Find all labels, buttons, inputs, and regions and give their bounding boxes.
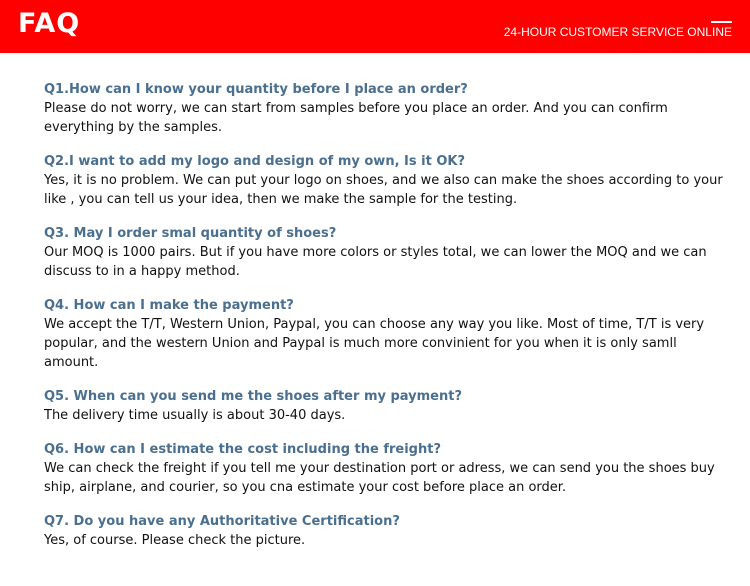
faq-item-3 [44,224,724,281]
faq-answer: We accept the T/T, Western Union, Paypal, you can choose any way you like. Most of time, T/T is very popular, and the western Union and Paypal is much more convinient for you when it is only samll amount. [44,317,705,370]
faq-question: Q5. When can you send me the shoes after my payment? [44,389,463,404]
faq-item-6 [44,440,724,497]
faq-question: Q7. Do you have any Authoritative Certification? [44,514,400,529]
faq-item-1 [44,80,724,137]
faq-item-5 [44,387,724,425]
header-bar [0,0,750,53]
faq-list [44,80,724,565]
faq-answer: Please do not worry, we can start from samples before you place an order. And you can confirm everything by the samples. [44,101,668,135]
faq-question: Q3. May I order smal quantity of shoes? [44,226,337,241]
header-accent-line [711,21,732,23]
faq-item-4 [44,296,724,372]
faq-answer: Our MOQ is 1000 pairs. But if you have more colors or styles total, we can lower the MOQ and we can discuss to in a happy method. [44,245,707,279]
faq-question: Q1.How can I know your quantity before I place an order? [44,82,468,97]
faq-answer: Yes, it is no problem. We can put your logo on shoes, and we also can make the shoes according to your like , you can tell us your idea, then we make the sample for the testing. [44,173,723,207]
faq-answer: Yes, of course. Please check the picture. [44,533,306,548]
faq-question: Q2.I want to add my logo and design of my own, Is it OK? [44,154,465,169]
faq-question: Q6. How can I estimate the cost including the freight? [44,442,442,457]
page-title: FAQ [18,8,81,39]
faq-answer: We can check the freight if you tell me your destination port or adress, we can send you the shoes buy ship, airplane, and courier, so you cna estimate your cost before place an order. [44,461,715,495]
faq-item-2 [44,152,724,209]
header-subtitle: 24-HOUR CUSTOMER SERVICE ONLINE [503,25,732,39]
faq-item-7 [44,512,724,550]
faq-answer: The delivery time usually is about 30-40 days. [44,408,346,423]
faq-question: Q4. How can I make the payment? [44,298,294,313]
